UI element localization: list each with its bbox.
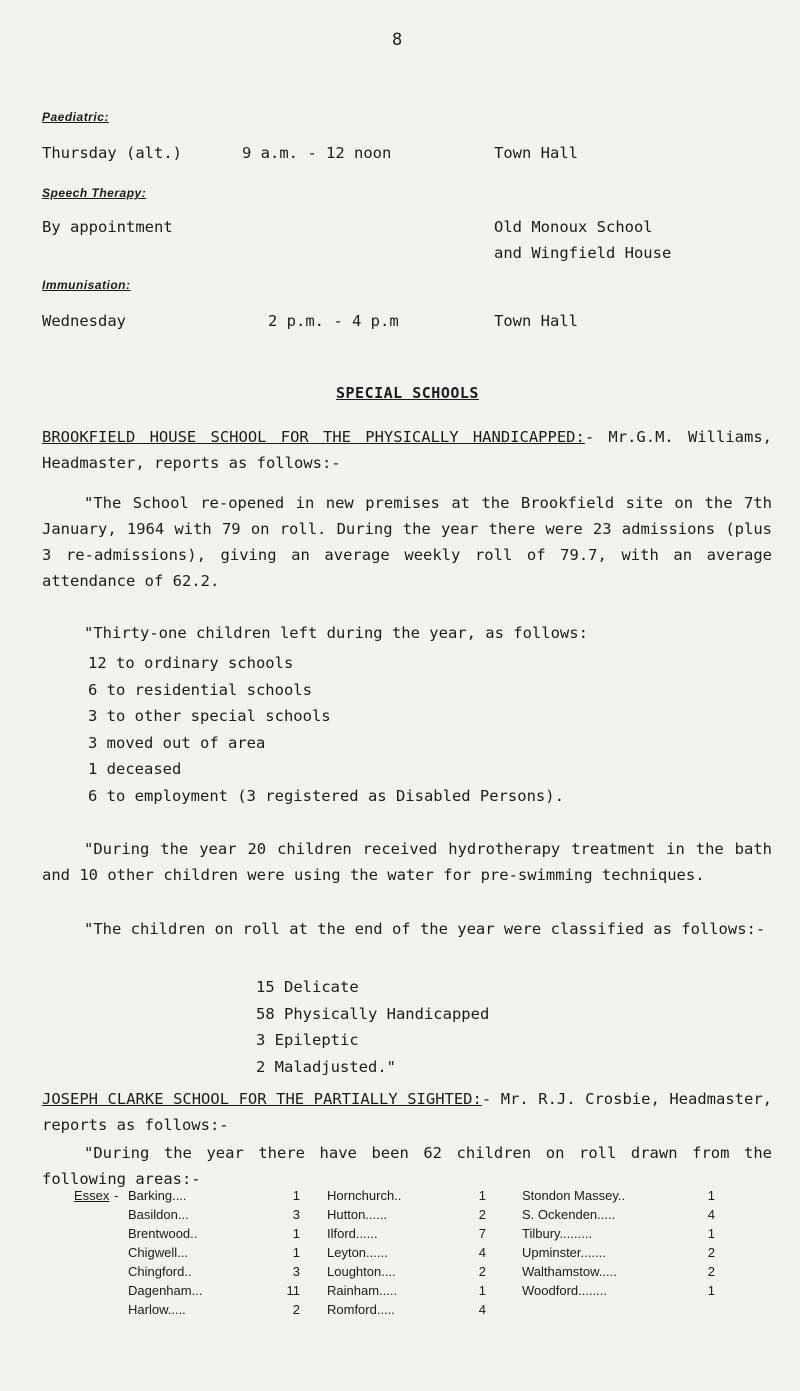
list-item: 6 to employment (3 registered as Disabled Persons).	[88, 786, 564, 805]
area-count: 2	[707, 1264, 715, 1279]
speech-therapy-place-1: Old Monoux School	[494, 218, 653, 236]
brookfield-paragraph-2: "Thirty-one children left during the year, as follows:	[84, 624, 588, 642]
areas-table	[0, 1186, 800, 1319]
area-count: 1	[707, 1226, 715, 1241]
list-item: 3 Epileptic	[256, 1031, 359, 1050]
area-count: 1	[292, 1226, 300, 1241]
area-name: Loughton....	[327, 1264, 396, 1279]
area-count: 2	[292, 1302, 300, 1317]
paediatric-place: Town Hall	[494, 144, 578, 162]
speech-therapy-place-2: and Wingfield House	[494, 244, 672, 262]
brookfield-paragraph-1: "The School re-opened in new premises at the Brookfield site on the 7th January, 1964 with 79 on roll. During the year there were 23 admissions (plus 3 re-admissions), giving an average weekly roll of 79.7, with an average attendance of 62.2.	[42, 494, 772, 590]
area-count: 1	[707, 1188, 715, 1203]
joseph-clarke-intro-text: - Mr. R.J. Crosbie, Headmaster, reports as follows:-	[42, 1090, 772, 1134]
brookfield-paragraph-3: "During the year 20 children received hydrotherapy treatment in the bath and 10 other children were using the water for pre-swimming techniques.	[42, 840, 772, 884]
area-count: 11	[286, 1283, 300, 1298]
area-name: Hutton......	[327, 1207, 387, 1222]
area-count: 2	[478, 1264, 486, 1279]
area-name: Harlow.....	[128, 1302, 186, 1317]
speech-therapy-heading: Speech Therapy:	[42, 186, 147, 200]
area-name: Woodford........	[522, 1283, 608, 1298]
area-name: Chigwell...	[128, 1245, 188, 1260]
table-row	[0, 1224, 800, 1243]
table-row	[0, 1300, 800, 1319]
classified-list	[256, 974, 489, 1080]
county-dash: -	[114, 1188, 119, 1203]
area-count: 3	[292, 1264, 300, 1279]
area-name: Barking....	[128, 1188, 187, 1203]
immunisation-day: Wednesday	[42, 312, 126, 330]
table-row	[0, 1281, 800, 1300]
area-count: 1	[478, 1283, 486, 1298]
table-row	[0, 1186, 800, 1205]
area-name: Tilbury.........	[522, 1226, 593, 1241]
table-row	[0, 1205, 800, 1224]
list-item: 12 to ordinary schools	[88, 654, 294, 672]
table-row	[0, 1243, 800, 1262]
page-number: 8	[392, 30, 403, 50]
area-name: Basildon...	[128, 1207, 189, 1222]
list-item: 2 Maladjusted."	[256, 1057, 396, 1076]
immunisation-place: Town Hall	[494, 312, 578, 330]
area-count: 1	[707, 1283, 715, 1298]
joseph-clarke-heading: JOSEPH CLARKE SCHOOL FOR THE PARTIALLY SIGHTED:	[42, 1090, 482, 1108]
brookfield-intro	[42, 424, 772, 476]
area-name: Leyton......	[327, 1245, 388, 1260]
area-name: Stondon Massey..	[522, 1188, 626, 1203]
paediatric-heading: Paediatric:	[42, 110, 109, 124]
list-item: 3 to other special schools	[88, 707, 331, 726]
left-list	[88, 650, 564, 810]
area-name: Ilford......	[327, 1226, 378, 1241]
joseph-clarke-intro	[42, 1086, 772, 1138]
list-item: 1 deceased	[88, 760, 182, 779]
area-name: Chingford..	[128, 1264, 192, 1279]
area-count: 4	[707, 1207, 715, 1222]
list-item: 3 moved out of area	[88, 733, 266, 752]
brookfield-intro-text: - Mr.G.M. Williams, Headmaster, reports as follows:-	[42, 428, 772, 472]
area-name: S. Ockenden.....	[522, 1207, 616, 1222]
area-count: 2	[478, 1207, 486, 1222]
area-count: 7	[478, 1226, 486, 1241]
immunisation-heading: Immunisation:	[42, 278, 131, 292]
brookfield-paragraph-4: "The children on roll at the end of the year were classified as follows:-	[84, 920, 766, 938]
area-name: Dagenham...	[128, 1283, 203, 1298]
speech-therapy-day: By appointment	[42, 218, 173, 236]
area-name: Brentwood..	[128, 1226, 198, 1241]
list-item: 6 to residential schools	[88, 680, 312, 699]
paediatric-time: 9 a.m. - 12 noon	[242, 144, 392, 162]
area-name: Hornchurch..	[327, 1188, 402, 1203]
area-name: Romford.....	[327, 1302, 395, 1317]
area-name: Upminster.......	[522, 1245, 606, 1260]
area-count: 4	[478, 1245, 486, 1260]
section-title: SPECIAL SCHOOLS	[336, 384, 479, 402]
joseph-clarke-paragraph-1: "During the year there have been 62 children on roll drawn from the following areas:-	[42, 1144, 772, 1188]
list-item: 58 Physically Handicapped	[256, 1004, 490, 1023]
brookfield-heading: BROOKFIELD HOUSE SCHOOL FOR THE PHYSICALLY HANDICAPPED:	[42, 428, 585, 446]
area-count: 1	[292, 1245, 300, 1260]
area-count: 1	[478, 1188, 486, 1203]
paediatric-day: Thursday (alt.)	[42, 144, 182, 162]
area-count: 1	[292, 1188, 300, 1203]
area-count: 2	[707, 1245, 715, 1260]
area-count: 4	[478, 1302, 486, 1317]
area-name: Rainham.....	[327, 1283, 398, 1298]
immunisation-time: 2 p.m. - 4 p.m	[268, 312, 399, 330]
area-count: 3	[292, 1207, 300, 1222]
list-item: 15 Delicate	[256, 978, 359, 996]
table-row	[0, 1262, 800, 1281]
county-label: Essex	[74, 1188, 110, 1203]
area-name: Walthamstow.....	[522, 1264, 617, 1279]
